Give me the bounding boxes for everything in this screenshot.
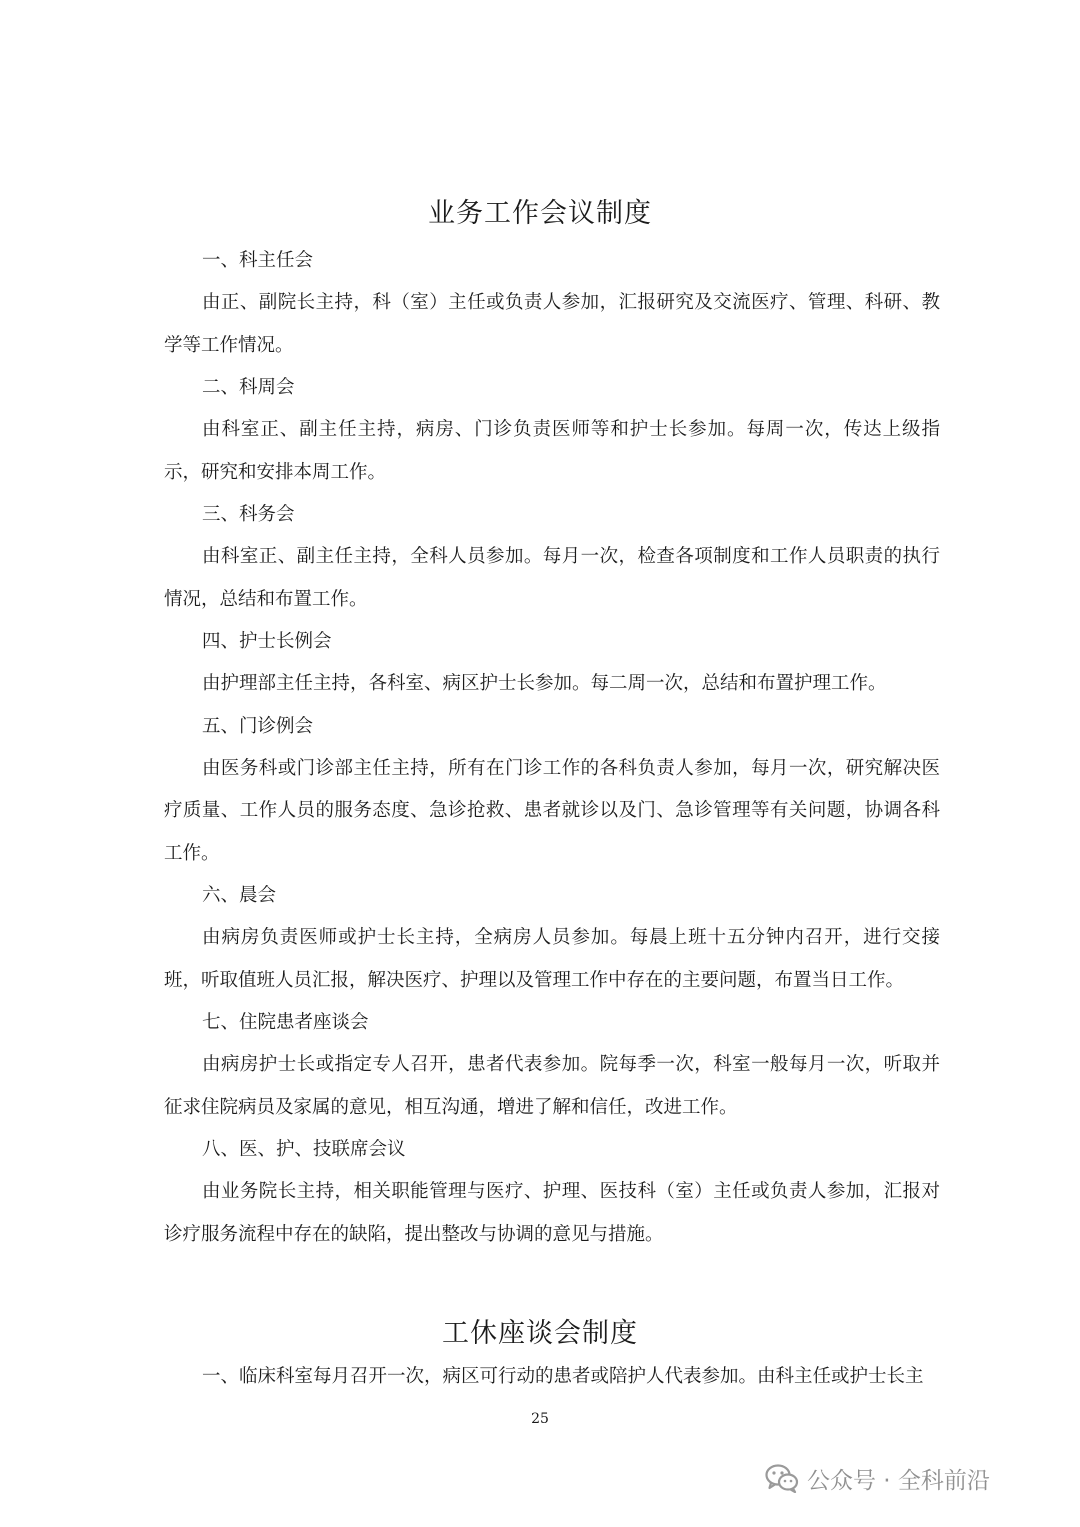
section-paragraph: 由科室正、副主任主持，病房、门诊负责医师等和护士长参加。每周一次，传达上级指示，研究和安排本周工作。 (164, 419, 940, 483)
section-paragraph: 由科室正、副主任主持，全科人员参加。每月一次，检查各项制度和工作人员职责的执行情况，总结和布置工作。 (164, 546, 940, 610)
section-heading: 八、医、护、技联席会议 (202, 1139, 406, 1160)
document-body (164, 240, 940, 1256)
second-document-body (164, 1356, 940, 1399)
section-paragraph: 由业务院长主持，相关职能管理与医疗、护理、医技科（室）主任或负责人参加，汇报对诊疗服务流程中存在的缺陷，提出整改与协调的意见与措施。 (164, 1181, 940, 1245)
second-document-title: 工休座谈会制度 (442, 1318, 638, 1349)
section-paragraph: 由病房护士长或指定专人召开，患者代表参加。院每季一次，科室一般每月一次，听取并征求住院病员及家属的意见，相互沟通，增进了解和信任，改进工作。 (164, 1054, 940, 1118)
section-paragraph: 由病房负责医师或护士长主持，全病房人员参加。每晨上班十五分钟内召开，进行交接班，听取值班人员汇报，解决医疗、护理以及管理工作中存在的主要问题，布置当日工作。 (164, 927, 940, 991)
watermark (765, 1458, 990, 1498)
wechat-icon (765, 1463, 799, 1493)
section-paragraph: 由医务科或门诊部主任主持，所有在门诊工作的各科负责人参加，每月一次，研究解决医疗质量、工作人员的服务态度、急诊抢救、患者就诊以及门、急诊管理等有关问题，协调各科工作。 (164, 757, 940, 864)
section-heading: 二、科周会 (202, 377, 295, 398)
section-paragraph: 一、临床科室每月召开一次，病区可行动的患者或陪护人代表参加。由科主任或护士长主 (202, 1366, 924, 1387)
section-paragraph: 由正、副院长主持，科（室）主任或负责人参加，汇报研究及交流医疗、管理、科研、教学等工作情况。 (164, 292, 940, 356)
document-title: 业务工作会议制度 (428, 198, 652, 229)
section-paragraph: 由护理部主任主持，各科室、病区护士长参加。每二周一次，总结和布置护理工作。 (202, 673, 887, 694)
section-heading: 六、晨会 (202, 885, 277, 906)
section-heading: 三、科务会 (202, 504, 295, 525)
watermark-text: 公众号 · 全科前沿 (807, 1467, 990, 1494)
section-heading: 四、护士长例会 (202, 631, 332, 652)
section-heading: 一、科主任会 (202, 250, 314, 271)
section-heading: 七、住院患者座谈会 (202, 1012, 369, 1033)
section-heading: 五、门诊例会 (202, 715, 314, 737)
page-number: 25 (531, 1411, 549, 1427)
